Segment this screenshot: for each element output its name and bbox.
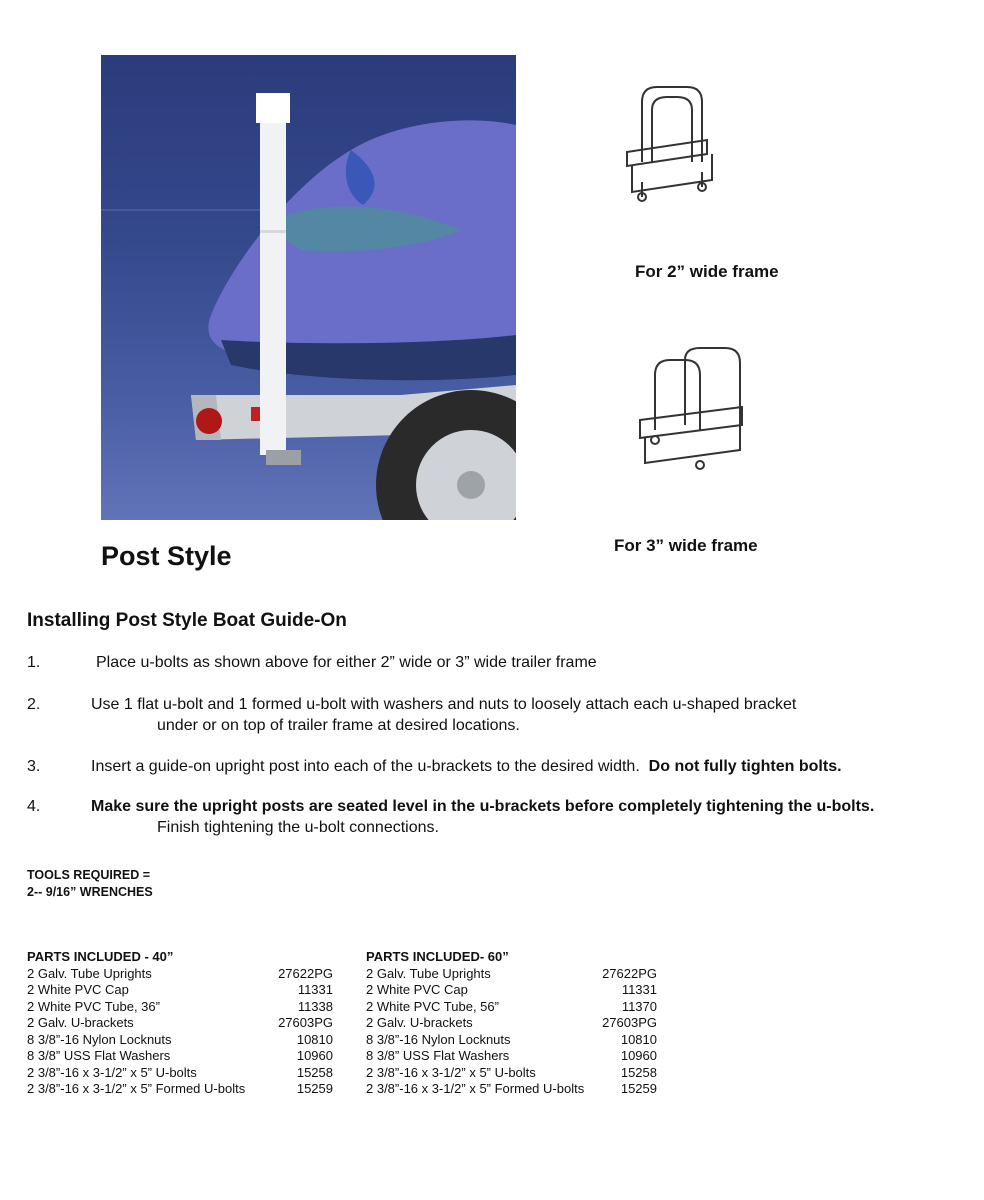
part-number: 11338 [297, 998, 333, 1014]
part-desc: 2 White PVC Tube, 36” [27, 998, 160, 1014]
part-desc: 2 3/8”-16 x 3-1/2” x 5” U-bolts [27, 1064, 197, 1080]
tools-line-1: TOOLS REQUIRED = [27, 868, 151, 882]
part-desc: 2 Galv. Tube Uprights [27, 965, 152, 981]
part-desc: 8 3/8” USS Flat Washers [27, 1048, 171, 1063]
list-item [27, 1081, 333, 1098]
part-number: 11331 [621, 982, 657, 997]
part-desc: 2 Galv. Tube Uprights [366, 965, 491, 981]
step-text: Place u-bolts as shown above for either 2” wide or 3” wide trailer frame [96, 654, 597, 671]
part-number: 15258 [296, 1064, 333, 1080]
part-number: 10960 [620, 1048, 657, 1063]
part-desc: 2 White PVC Cap [366, 982, 468, 997]
product-photo [101, 55, 516, 520]
list-item [27, 1048, 333, 1065]
list-item [27, 1065, 333, 1082]
list-item [27, 966, 333, 983]
part-number: 10810 [296, 1031, 333, 1047]
part-number: 11331 [297, 982, 333, 997]
frame-3in-caption: For 3” wide frame [614, 536, 758, 555]
bracket-3in-drawing [630, 345, 750, 480]
step-continuation: Finish tightening the u-bolt connections. [157, 819, 439, 836]
list-item [366, 1032, 657, 1049]
part-number: 15259 [620, 1081, 657, 1096]
step-warning: Make sure the upright posts are seated level in the u-brackets before completely tightening the u-bolts. [91, 798, 875, 815]
part-number: 10960 [296, 1048, 333, 1063]
part-number: 27622PG [278, 965, 333, 981]
part-desc: 2 White PVC Tube, 56” [366, 998, 499, 1014]
part-desc: 2 White PVC Cap [27, 982, 129, 997]
part-number: 10810 [620, 1031, 657, 1047]
list-item [366, 1081, 657, 1098]
list-item [27, 982, 333, 999]
parts-list-40 [27, 949, 333, 1098]
part-desc: 2 3/8”-16 x 3-1/2” x 5” Formed U-bolts [366, 1081, 585, 1096]
parts-title: PARTS INCLUDED - 40” [27, 949, 174, 964]
part-number: 11370 [621, 998, 657, 1014]
part-desc: 8 3/8”-16 Nylon Locknuts [27, 1031, 172, 1047]
parts-title: PARTS INCLUDED- 60” [366, 949, 509, 964]
u-bolt-bracket-icon [612, 82, 722, 210]
step-line [91, 756, 842, 777]
part-desc: 8 3/8” USS Flat Washers [366, 1048, 510, 1063]
list-item [366, 966, 657, 983]
list-item [27, 999, 333, 1016]
part-number: 27603PG [278, 1015, 333, 1030]
part-desc: 2 3/8”-16 x 3-1/2” x 5” Formed U-bolts [27, 1081, 246, 1096]
part-number: 15258 [620, 1064, 657, 1080]
step-warning: Do not fully tighten bolts. [648, 758, 842, 775]
step-number: 2. [27, 696, 41, 713]
list-item [366, 999, 657, 1016]
list-item [27, 1032, 333, 1049]
u-bolt-bracket-icon [630, 345, 750, 480]
list-item [27, 1015, 333, 1032]
step-number: 3. [27, 758, 41, 775]
boat-guide-on-illustration [101, 55, 516, 520]
part-desc: 8 3/8”-16 Nylon Locknuts [366, 1031, 511, 1047]
step-continuation: under or on top of trailer frame at desired locations. [157, 717, 520, 734]
tools-required [27, 867, 153, 901]
list-item [366, 1048, 657, 1065]
post-style-heading: Post Style [101, 541, 232, 571]
part-desc: 2 3/8”-16 x 3-1/2” x 5” U-bolts [366, 1064, 536, 1080]
step-text: Use 1 flat u-bolt and 1 formed u-bolt with washers and nuts to loosely attach each u-shaped bracket [91, 696, 797, 713]
list-item [366, 982, 657, 999]
part-desc: 2 Galv. U-brackets [366, 1015, 473, 1030]
install-title: Installing Post Style Boat Guide-On [27, 610, 347, 631]
step-number: 1. [27, 654, 41, 671]
frame-2in-caption: For 2” wide frame [635, 262, 779, 281]
part-number: 15259 [296, 1081, 333, 1096]
tools-line-2: 2-- 9/16” WRENCHES [27, 885, 153, 899]
list-item [366, 1015, 657, 1032]
part-desc: 2 Galv. U-brackets [27, 1015, 134, 1030]
list-item [366, 1065, 657, 1082]
bracket-2in-drawing [612, 82, 722, 210]
part-number: 27622PG [602, 965, 657, 981]
step-number: 4. [27, 798, 41, 815]
step-text: Insert a guide-on upright post into each of the u-brackets to the desired width. [91, 758, 640, 775]
part-number: 27603PG [602, 1015, 657, 1030]
parts-list-60 [366, 949, 657, 1098]
